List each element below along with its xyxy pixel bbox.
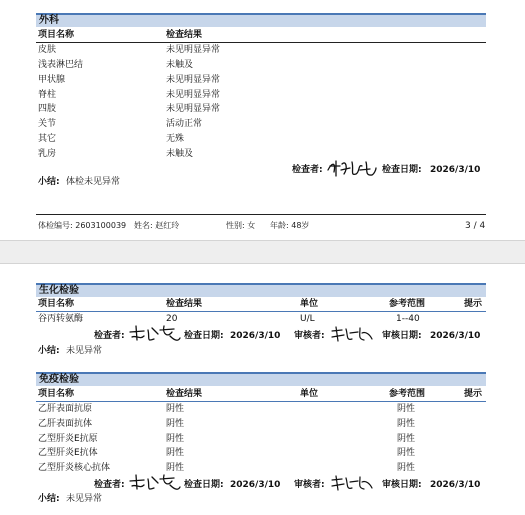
surgery-row-result: 未见明显异常 <box>166 75 221 85</box>
footer-gender: 性别: 女 <box>226 221 256 230</box>
surgery-row-item: 甲状腺 <box>38 75 66 85</box>
surgery-row-result: 未见明显异常 <box>166 45 221 55</box>
surgery-row-result: 无殊 <box>166 134 185 144</box>
biochem-col-hint: 提示 <box>464 299 483 309</box>
surgery-section-title: 外科 <box>36 13 486 27</box>
immune-row-range: 阴性 <box>397 419 416 429</box>
biochem-col-item: 项目名称 <box>38 299 75 309</box>
biochem-date-label: 检查日期: <box>184 331 224 341</box>
surgery-date-label: 检查日期: <box>382 165 422 175</box>
reviewer-signature-icon <box>330 325 374 345</box>
surgery-summary-label: 小结: <box>38 177 60 187</box>
surgery-row-item: 脊柱 <box>38 90 57 100</box>
biochem-header-rule <box>36 311 486 312</box>
surgery-row-item: 关节 <box>38 119 57 129</box>
immune-row-range: 阴性 <box>397 463 416 473</box>
immune-date: 2026/3/10 <box>230 480 281 490</box>
immune-row-result: 阴性 <box>166 419 185 429</box>
immune-summary: 未见异常 <box>66 494 103 504</box>
immune-row-result: 阴性 <box>166 448 185 458</box>
immune-col-result: 检查结果 <box>166 389 203 399</box>
immune-row-result: 阴性 <box>166 463 185 473</box>
page-break-gap <box>0 240 525 264</box>
immune-col-unit: 单位 <box>300 389 319 399</box>
surgery-row-result: 活动正常 <box>166 119 203 129</box>
surgery-row-item: 其它 <box>38 134 57 144</box>
surgery-col-item: 项目名称 <box>38 30 75 40</box>
immune-row-range: 阴性 <box>397 434 416 444</box>
biochem-reviewer-label: 审核者: <box>294 331 325 341</box>
surgery-row-result: 未见明显异常 <box>166 104 221 114</box>
immune-col-item: 项目名称 <box>38 389 75 399</box>
biochem-row-item: 谷丙转氨酶 <box>38 314 84 324</box>
footer-age: 年龄: 48岁 <box>270 221 310 230</box>
surgery-row-item: 浅表淋巴结 <box>38 60 84 70</box>
surgery-col-result: 检查结果 <box>166 30 203 40</box>
immune-reviewer-label: 审核者: <box>294 480 325 490</box>
surgery-summary: 体检未见异常 <box>66 177 121 187</box>
immune-col-hint: 提示 <box>464 389 483 399</box>
immune-row-result: 阴性 <box>166 404 185 414</box>
footer-exam-id: 体检编号: 2603100039 <box>38 221 127 230</box>
biochem-row-unit: U/L <box>300 314 315 324</box>
immune-checker-label: 检查者: <box>94 480 125 490</box>
immune-row-result: 阴性 <box>166 434 185 444</box>
immune-row-item: 乙型肝炎核心抗体 <box>38 463 111 473</box>
immune-row-item: 乙肝表面抗原 <box>38 404 93 414</box>
immune-col-range: 参考范围 <box>389 389 426 399</box>
immune-date-label: 检查日期: <box>184 480 224 490</box>
surgery-row-item: 乳房 <box>38 149 57 159</box>
surgery-date: 2026/3/10 <box>430 165 481 175</box>
immune-row-range: 阴性 <box>397 448 416 458</box>
biochem-col-range: 参考范围 <box>389 299 426 309</box>
surgery-row-result: 未触及 <box>166 149 194 159</box>
immune-row-item: 乙肝表面抗体 <box>38 419 93 429</box>
checker-signature-icon <box>128 473 182 495</box>
biochem-summary: 未见异常 <box>66 346 103 356</box>
biochem-row-result: 20 <box>166 314 178 324</box>
immune-row-item: 乙型肝炎E抗原 <box>38 434 98 444</box>
surgery-checker-label: 检查者: <box>292 165 323 175</box>
checker-signature-icon <box>128 324 182 346</box>
biochem-row-range: 1--40 <box>396 314 420 324</box>
immune-section-title: 免疫检验 <box>36 372 486 386</box>
reviewer-signature-icon <box>330 474 374 494</box>
footer-name: 姓名: 赵红玲 <box>134 221 180 230</box>
surgery-row-result: 未见明显异常 <box>166 90 221 100</box>
biochem-col-unit: 单位 <box>300 299 319 309</box>
immune-header-rule <box>36 401 486 402</box>
biochem-section-title: 生化检验 <box>36 283 486 297</box>
surgery-row-item: 皮肤 <box>38 45 57 55</box>
biochem-col-result: 检查结果 <box>166 299 203 309</box>
biochem-date: 2026/3/10 <box>230 331 281 341</box>
surgery-row-item: 四肢 <box>38 104 57 114</box>
surgery-header-rule <box>36 42 486 43</box>
biochem-checker-label: 检查者: <box>94 331 125 341</box>
biochem-review-date-label: 审核日期: <box>382 331 422 341</box>
surgery-row-result: 未触及 <box>166 60 194 70</box>
footer-page-number: 3 / 4 <box>465 221 486 231</box>
immune-review-date-label: 审核日期: <box>382 480 422 490</box>
immune-review-date: 2026/3/10 <box>430 480 481 490</box>
immune-row-item: 乙型肝炎E抗体 <box>38 448 98 458</box>
immune-summary-label: 小结: <box>38 494 60 504</box>
biochem-summary-label: 小结: <box>38 346 60 356</box>
immune-row-range: 阴性 <box>397 404 416 414</box>
biochem-review-date: 2026/3/10 <box>430 331 481 341</box>
checker-signature-icon <box>326 158 378 180</box>
footer-rule <box>36 214 486 215</box>
